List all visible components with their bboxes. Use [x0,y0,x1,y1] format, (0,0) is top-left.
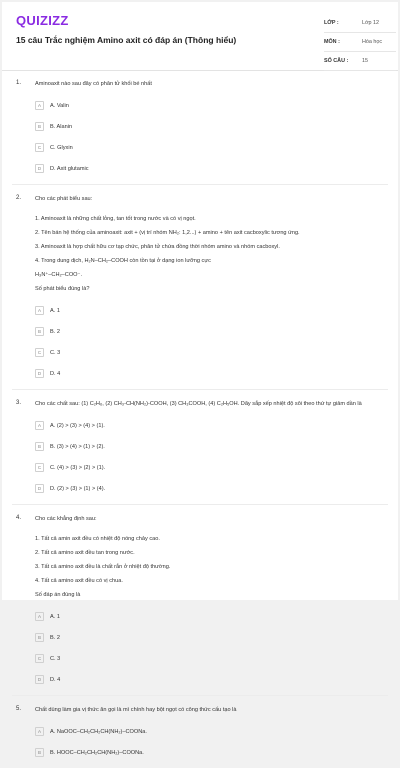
statement-5: H₃N⁺–CH₂–COO⁻. [35,272,83,278]
option-letter-box: D [35,675,44,684]
option-label: C. Glyxin [50,144,73,151]
option-letter-box: B [35,327,44,336]
question-text: Aminoaxit nào sau đây có phân tử khối bé nhất [35,81,152,87]
meta-key: SỐ CÂU : [324,58,349,64]
question-3 [2,390,398,504]
answer-options [35,420,386,504]
question-1 [2,74,398,184]
statement-1: 1. Tất cả amin axit đều có nhiệt độ nóng chảy cao. [35,536,160,542]
option-letter-box: A [35,727,44,736]
option-letter-box: C [35,654,44,663]
question-text: Cho các khẳng định sau: [35,516,97,522]
option-letter-box: C [35,463,44,472]
answer-option[interactable] [35,163,215,174]
question-5 [2,696,398,768]
statement-3: 3. Tất cả amino axit đều là chất rắn ở nhiệt độ thường. [35,564,171,570]
statement-2: 2. Tên bán hệ thống của aminoaxit: axit + (vị trí nhóm NH₂: 1,2...) + amino + tên axit cacboxylic tương ứng. [35,230,300,236]
option-label: B. 2 [50,328,60,335]
question-prompt: Số phát biểu đúng là? [35,286,90,292]
question-text: Cho các chất sau: (1) C₂H₆, (2) CH₃-CH(NH₂)-COOH, (3) CH₃COOH, (4) C₂H₅OH. Dãy sắp xếp nhiệt độ sôi theo thứ tự giảm dần là [35,401,362,407]
statement-2: 2. Tất cả amino axit đều tan trong nước. [35,550,135,556]
question-number: 1. [16,80,22,86]
answer-option[interactable] [35,347,215,358]
option-label: D. Axit glutamic [50,165,89,172]
option-label: A. (2) > (3) > (4) > (1). [50,422,105,429]
answer-option[interactable] [35,441,215,452]
question-text: Chất dùng làm gia vị thức ăn gọi là mì chính hay bột ngọt có công thức cấu tạo là [35,707,237,713]
meta-value: Lớp 12 [362,20,380,26]
meta-key: LỚP : [324,20,339,26]
statement-1: 1. Aminoaxit là những chất lỏng, tan tốt trong nước và có vị ngọt. [35,216,196,222]
answer-option[interactable] [35,368,215,379]
option-label: D. 4 [50,676,61,683]
option-letter-box: B [35,633,44,642]
option-letter-box: A [35,421,44,430]
question-2 [2,185,398,389]
meta-panel [324,14,396,71]
question-list [2,74,398,768]
answer-option[interactable] [35,462,215,473]
meta-row-count [324,52,396,71]
option-label: A. Valin [50,102,69,109]
answer-option[interactable] [35,674,215,685]
answer-option[interactable] [35,483,215,494]
question-text: Cho các phát biểu sau: [35,196,93,202]
question-number: 2. [16,195,22,201]
answer-option[interactable] [35,305,215,316]
answer-option[interactable] [35,747,215,758]
option-label: C. (4) > (3) > (2) > (1). [50,464,106,471]
option-letter-box: B [35,748,44,757]
option-letter-box: C [35,143,44,152]
question-number: 5. [16,706,22,712]
meta-row-grade [324,14,396,33]
option-label: B. HOOC–CH₂CH₂CH(NH₂)–COONa. [50,749,144,756]
question-number: 4. [16,515,22,521]
question-4 [2,505,398,695]
answer-options [35,305,386,389]
answer-option[interactable] [35,142,215,153]
worksheet-header [2,2,398,71]
option-label: C. 3 [50,655,61,662]
option-label: D. 4 [50,370,61,377]
answer-options [35,100,386,184]
answer-option[interactable] [35,632,215,643]
statement-4: 4. Tất cả amino axit đều có vị chua. [35,578,123,584]
meta-value: Hóa học [362,39,383,45]
option-label: A. 1 [50,307,60,314]
option-label: B. 2 [50,634,60,641]
answer-option[interactable] [35,121,215,132]
option-letter-box: D [35,164,44,173]
option-letter-box: C [35,348,44,357]
question-prompt: Số đáp án đúng là [35,592,81,598]
option-label: A. 1 [50,613,60,620]
option-label: B. (3) > (4) > (1) > (2). [50,443,105,450]
option-letter-box: A [35,101,44,110]
statement-3: 3. Aminoaxit là hợp chất hữu cơ tạp chức, phân tử chứa đồng thời nhóm amino và nhóm cacboxyl. [35,244,280,250]
answer-option[interactable] [35,100,215,111]
option-label: C. 3 [50,349,61,356]
meta-key: MÔN : [324,39,340,45]
answer-option[interactable] [35,326,215,337]
answer-option[interactable] [35,611,215,622]
worksheet-page [2,2,398,756]
option-letter-box: B [35,122,44,131]
answer-options [35,726,386,768]
option-letter-box: A [35,612,44,621]
option-label: A. NaOOC–CH₂CH₂CH(NH₂)–COONa. [50,728,147,735]
option-letter-box: D [35,484,44,493]
option-label: B. Alanin [50,123,73,130]
answer-options [35,611,386,695]
option-letter-box: A [35,306,44,315]
worksheet-title: 15 câu Trắc nghiệm Amino axit có đáp án (Thông hiểu) [16,35,237,45]
meta-value: 15 [362,58,368,64]
answer-option[interactable] [35,653,215,664]
option-letter-box: B [35,442,44,451]
meta-row-subject [324,33,396,52]
option-label: D. (2) > (3) > (1) > (4). [50,485,106,492]
option-letter-box: D [35,369,44,378]
statement-4: 4. Trong dung dịch, H₂N–CH₂–COOH còn tồn tại ở dạng ion lưỡng cực [35,258,211,264]
answer-option[interactable] [35,726,215,737]
question-number: 3. [16,400,22,406]
answer-option[interactable] [35,420,215,431]
quizizz-logo: QUIZIZZ [16,13,69,28]
